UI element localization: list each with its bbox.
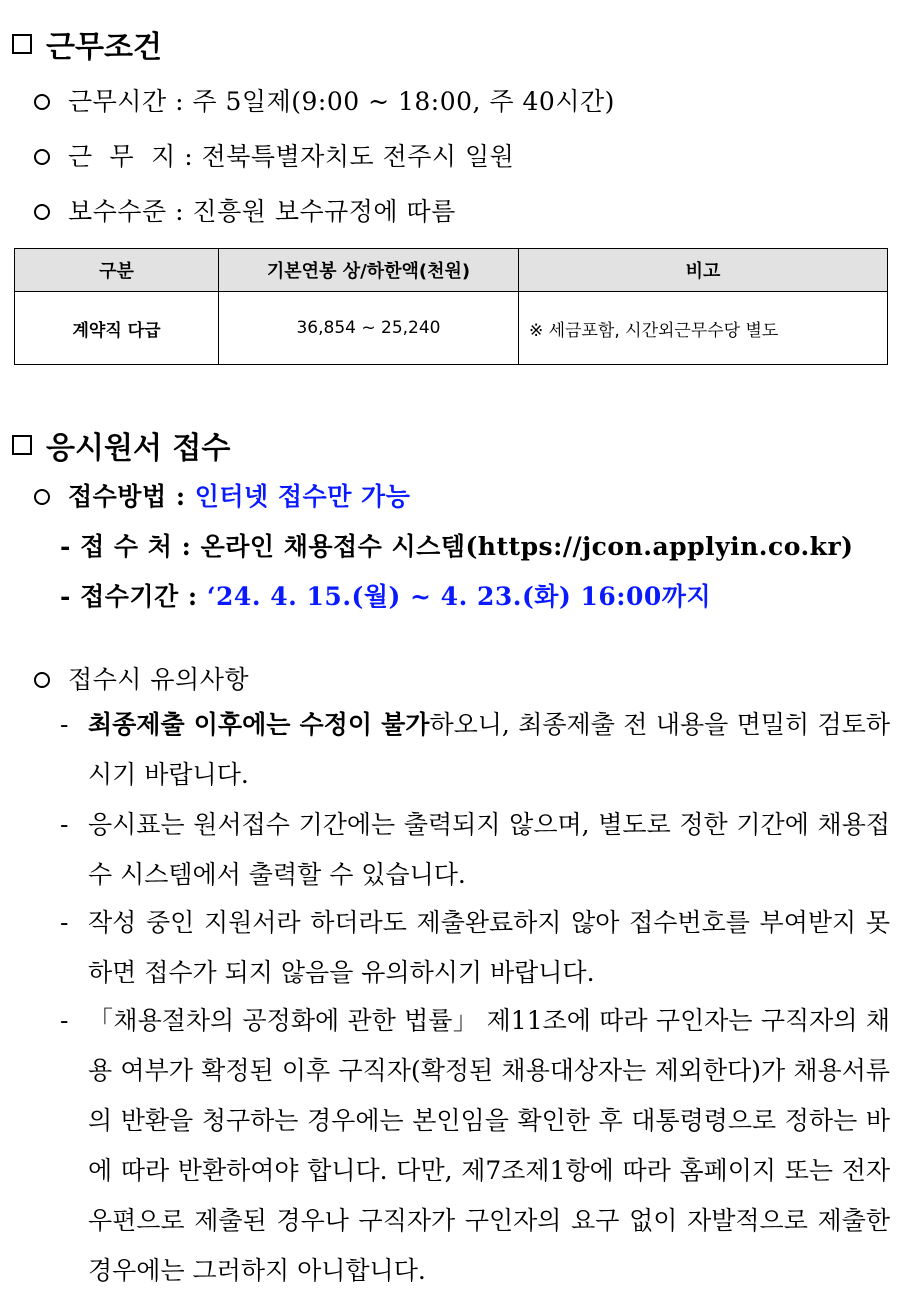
method-label: 접수방법 (68, 482, 167, 511)
table-cell: ※ 세금포함, 시간외근무수당 별도 (519, 292, 888, 365)
method-value: 인터넷 접수만 가능 (194, 482, 411, 511)
table-header-row (15, 249, 888, 292)
table-cell: 36,854 ~ 25,240 (219, 292, 519, 365)
note-1-rest: 하오니, 최종제출 전 내용을 면밀히 검토하시기 바랍니다. (88, 710, 890, 789)
dash-marker: - (60, 908, 69, 937)
circle-bullet-icon (34, 149, 50, 165)
section-title: 응시원서 접수 (46, 431, 231, 466)
pay-label: 보수수준 (68, 197, 167, 226)
circle-bullet-icon (34, 672, 50, 688)
dash-marker: - (60, 710, 69, 739)
note-item-4 (60, 996, 890, 1296)
dash-marker: - (60, 1006, 69, 1035)
notes-title-line (34, 660, 249, 696)
note-item-3 (60, 898, 890, 998)
location-line (34, 137, 514, 173)
table-header-cell: 비고 (519, 249, 888, 292)
section-heading-work-conditions (12, 22, 162, 66)
period-line (60, 577, 711, 613)
place-value: : 온라인 채용접수 시스템(https://jcon.applyin.co.kr) (172, 532, 854, 561)
place-label: - 접 수 처 (60, 532, 173, 561)
period-label: - 접수기간 (60, 582, 179, 611)
salary-table (14, 248, 888, 365)
circle-bullet-icon (34, 204, 50, 220)
note-item-2 (60, 800, 890, 900)
circle-bullet-icon (34, 489, 50, 505)
place-line (60, 527, 854, 563)
table-row (15, 292, 888, 365)
notes-title: 접수시 유의사항 (68, 665, 249, 694)
circle-bullet-icon (34, 94, 50, 110)
checkbox-square-icon (12, 435, 32, 455)
hours-value: : 주 5일제(9:00 ~ 18:00, 주 40시간) (175, 87, 615, 116)
checkbox-square-icon (12, 34, 32, 54)
location-label: 근 무 지 (68, 142, 176, 171)
note-4-text: 「채용절차의 공정화에 관한 법률」 제11조에 따라 구인자는 구직자의 채용 여부가 확정된 이후 구직자(확정된 채용대상자는 제외한다)가 채용서류의 반환을 청구하는 경우에는 본인임을 확인한 후 대통령령으로 정하는 바에 따라 반환하여야 합니다. 다만, 제7조제1항에 따라 홈페이지 또는 전자우편으로 제출된 경우나 구직자가 구인자의 요구 없이 자발적으로 제출한 경우에는 그러하지 아니합니다. (88, 1006, 890, 1285)
note-3-text: 작성 중인 지원서라 하더라도 제출완료하지 않아 접수번호를 부여받지 못하면 접수가 되지 않음을 유의하시기 바랍니다. (88, 908, 890, 987)
pay-value: : 진흥원 보수규정에 따름 (175, 197, 456, 226)
hours-label: 근무시간 (68, 87, 167, 116)
note-2-text: 응시표는 원서접수 기간에는 출력되지 않으며, 별도로 정한 기간에 채용접수 시스템에서 출력할 수 있습니다. (88, 810, 890, 889)
location-value: : 전북특별자치도 전주시 일원 (184, 142, 515, 171)
hours-line (34, 82, 615, 118)
period-sep: : (178, 582, 207, 611)
note-1-bold: 최종제출 이후에는 수정이 불가 (88, 710, 430, 739)
period-value: ‘24. 4. 15.(월) ~ 4. 23.(화) 16:00까지 (206, 582, 712, 611)
method-sep: : (166, 482, 195, 511)
method-line (34, 477, 410, 513)
table-cell: 계약직 다급 (15, 292, 219, 365)
table-header-cell: 구분 (15, 249, 219, 292)
section-heading-application (12, 423, 230, 467)
section-title: 근무조건 (46, 30, 162, 65)
table-header-cell: 기본연봉 상/하한액(천원) (219, 249, 519, 292)
dash-marker: - (60, 810, 69, 839)
note-item-1 (60, 700, 890, 800)
pay-line (34, 192, 456, 228)
